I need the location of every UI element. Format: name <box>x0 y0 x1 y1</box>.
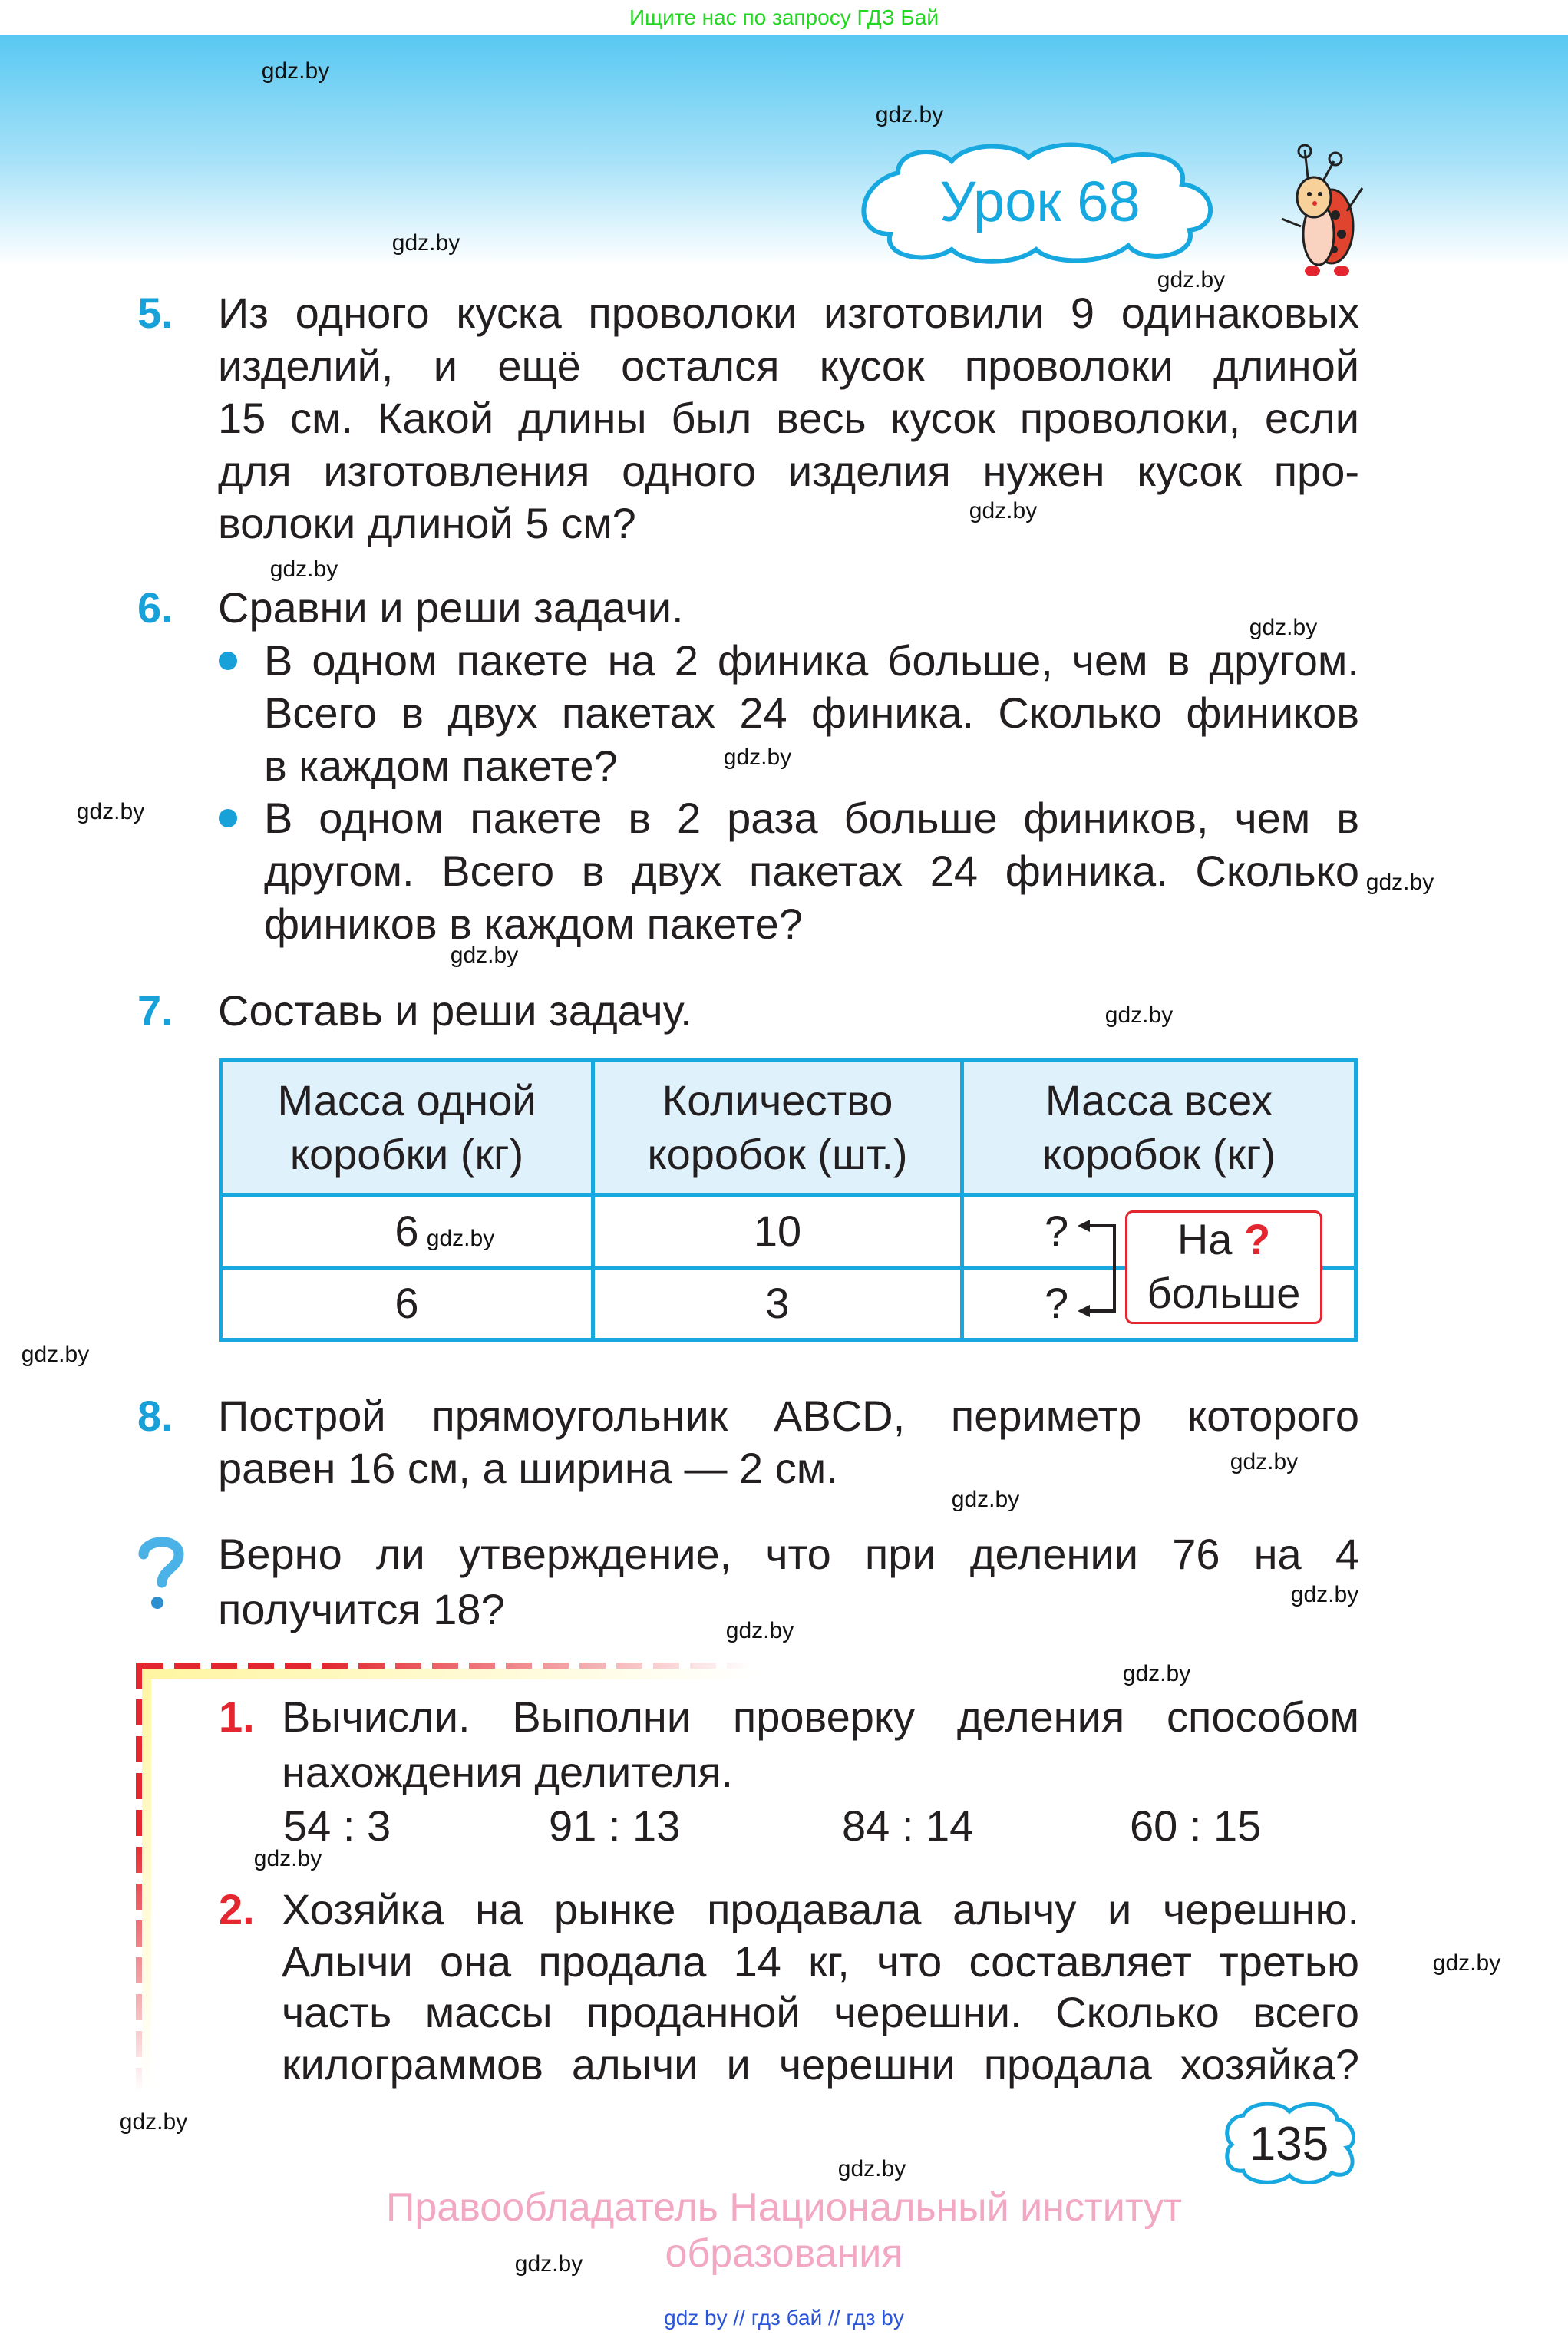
table-cell: 3 <box>593 1267 962 1340</box>
problem-6-bullet-1: Всего в двух пакетах 24 финика. Сколько фиников <box>264 689 1359 737</box>
table-cell: ? <box>962 1267 1356 1340</box>
watermark: gdz.by <box>1157 267 1226 292</box>
difference-note: На ? больше <box>1125 1210 1322 1324</box>
watermark: gdz.by <box>450 943 519 968</box>
frame-decoration <box>142 1669 151 2091</box>
watermark: gdz.by <box>1249 615 1318 640</box>
watermark: gdz.by <box>969 498 1038 523</box>
problem-6-bullet-1: В одном пакете на 2 финика больше, чем в другом. <box>264 636 1359 685</box>
problem-5-text: Из одного куска проволоки изготовили 9 одинаковых <box>218 289 1359 337</box>
problem-6-number: 6. <box>137 583 173 632</box>
watermark: gdz.by <box>261 58 330 84</box>
watermark: gdz.by <box>119 2109 188 2135</box>
watermark: gdz.by <box>951 1487 1020 1512</box>
problem-5-number: 5. <box>137 289 173 337</box>
header-cell: Масса одной коробки (кг) <box>221 1061 593 1195</box>
question-text: получится 18? <box>218 1585 505 1633</box>
bullet-icon <box>219 809 237 827</box>
task-2-text: килограммов алычи и черешни продала хозяйка? <box>282 2040 1359 2089</box>
problem-5-text: волоки длиной 5 см? <box>218 499 636 547</box>
footer-links[interactable]: gdz by // гдз бай // гдз by <box>664 2306 904 2330</box>
watermark: gdz.by <box>426 1226 495 1251</box>
watermark: gdz.by <box>253 1846 322 1871</box>
watermark: gdz.by <box>21 1342 90 1367</box>
dashed-frame-left <box>136 1663 142 2092</box>
bracket-arrow-icon <box>1074 1213 1128 1324</box>
problem-6-bullet-2: фиников в каждом пакете? <box>264 900 803 948</box>
frame-decoration <box>142 1669 756 1679</box>
table-cell: 6 <box>221 1195 593 1268</box>
problem-5-text: для изготовления одного изделия нужен кусок про- <box>218 447 1359 495</box>
watermark: gdz.by <box>1365 870 1434 895</box>
watermark: gdz.by <box>837 2156 906 2181</box>
task-2-text: Алычи она продала 14 кг, что составляет третью <box>282 1937 1359 1986</box>
table-header-row <box>221 1061 1356 1195</box>
watermark: gdz.by <box>875 102 944 127</box>
problem-8-text: равен 16 см, а ширина — 2 см. <box>218 1444 838 1492</box>
watermark: gdz.by <box>514 2251 583 2277</box>
task-1-number: 1. <box>219 1692 255 1741</box>
watermark: gdz.by <box>1432 1950 1501 1976</box>
task-2-text: часть массы проданной черешни. Сколько всего <box>282 1988 1359 2036</box>
watermark: gdz.by <box>725 1618 794 1643</box>
bullet-icon <box>219 652 237 670</box>
header-cell: Масса всех коробок (кг) <box>962 1061 1356 1195</box>
copyright-text: Правообладатель Национальный институт образования <box>386 2185 1182 2276</box>
division-expression: 91 : 13 <box>549 1801 681 1850</box>
watermark: gdz.by <box>1290 1582 1359 1607</box>
task-2-number: 2. <box>219 1885 255 1933</box>
division-expression: 84 : 14 <box>842 1801 974 1850</box>
problem-7-number: 7. <box>137 986 173 1035</box>
watermark: gdz.by <box>76 799 145 824</box>
problem-6-title: Сравни и реши задачи. <box>218 583 684 632</box>
header-cell: Количество коробок (шт.) <box>593 1061 962 1195</box>
ladybug-icon <box>1274 142 1374 280</box>
table-cell: 10 <box>593 1195 962 1268</box>
question-mark-icon <box>134 1535 188 1612</box>
division-expression: 54 : 3 <box>283 1801 391 1850</box>
search-banner: Ищите нас по запросу ГДЗ Бай <box>0 0 1568 35</box>
problem-8-text: Построй прямоугольник ABCD, периметр которого <box>218 1392 1359 1440</box>
watermark: gdz.by <box>1104 1002 1174 1028</box>
division-expression: 60 : 15 <box>1130 1801 1262 1850</box>
task-2-text: Хозяйка на рынке продавала алычу и черешню. <box>282 1885 1359 1933</box>
watermark: gdz.by <box>391 230 460 256</box>
watermark: gdz.by <box>269 556 338 582</box>
problem-5-text: 15 см. Какой длины был весь кусок проволоки, если <box>218 394 1359 442</box>
dashed-frame-top <box>137 1663 751 1669</box>
problem-7-title: Составь и реши задачу. <box>218 986 692 1035</box>
problem-6-bullet-1: в каждом пакете? <box>264 741 618 790</box>
problem-6-bullet-2: В одном пакете в 2 раза больше фиников, чем в <box>264 794 1359 842</box>
watermark: gdz.by <box>1230 1449 1299 1474</box>
task-1-text: Вычисли. Выполни проверку деления способом <box>282 1692 1359 1741</box>
task-1-text: нахождения делителя. <box>282 1748 734 1796</box>
problem-5-text: изделий, и ещё остался кусок проволоки длиной <box>218 342 1359 390</box>
problem-8-number: 8. <box>137 1392 173 1440</box>
watermark: gdz.by <box>723 745 792 770</box>
question-text: Верно ли утверждение, что при делении 76 на 4 <box>218 1530 1359 1578</box>
table-cell: 6 <box>221 1267 593 1340</box>
problem-6-bullet-2: другом. Всего в двух пакетах 24 финика. Сколько <box>264 847 1359 895</box>
page-number: 135 <box>1249 2118 1329 2171</box>
table-cell: ? <box>962 1195 1356 1268</box>
watermark: gdz.by <box>1122 1661 1191 1686</box>
lesson-title: Урок 68 <box>939 170 1141 233</box>
